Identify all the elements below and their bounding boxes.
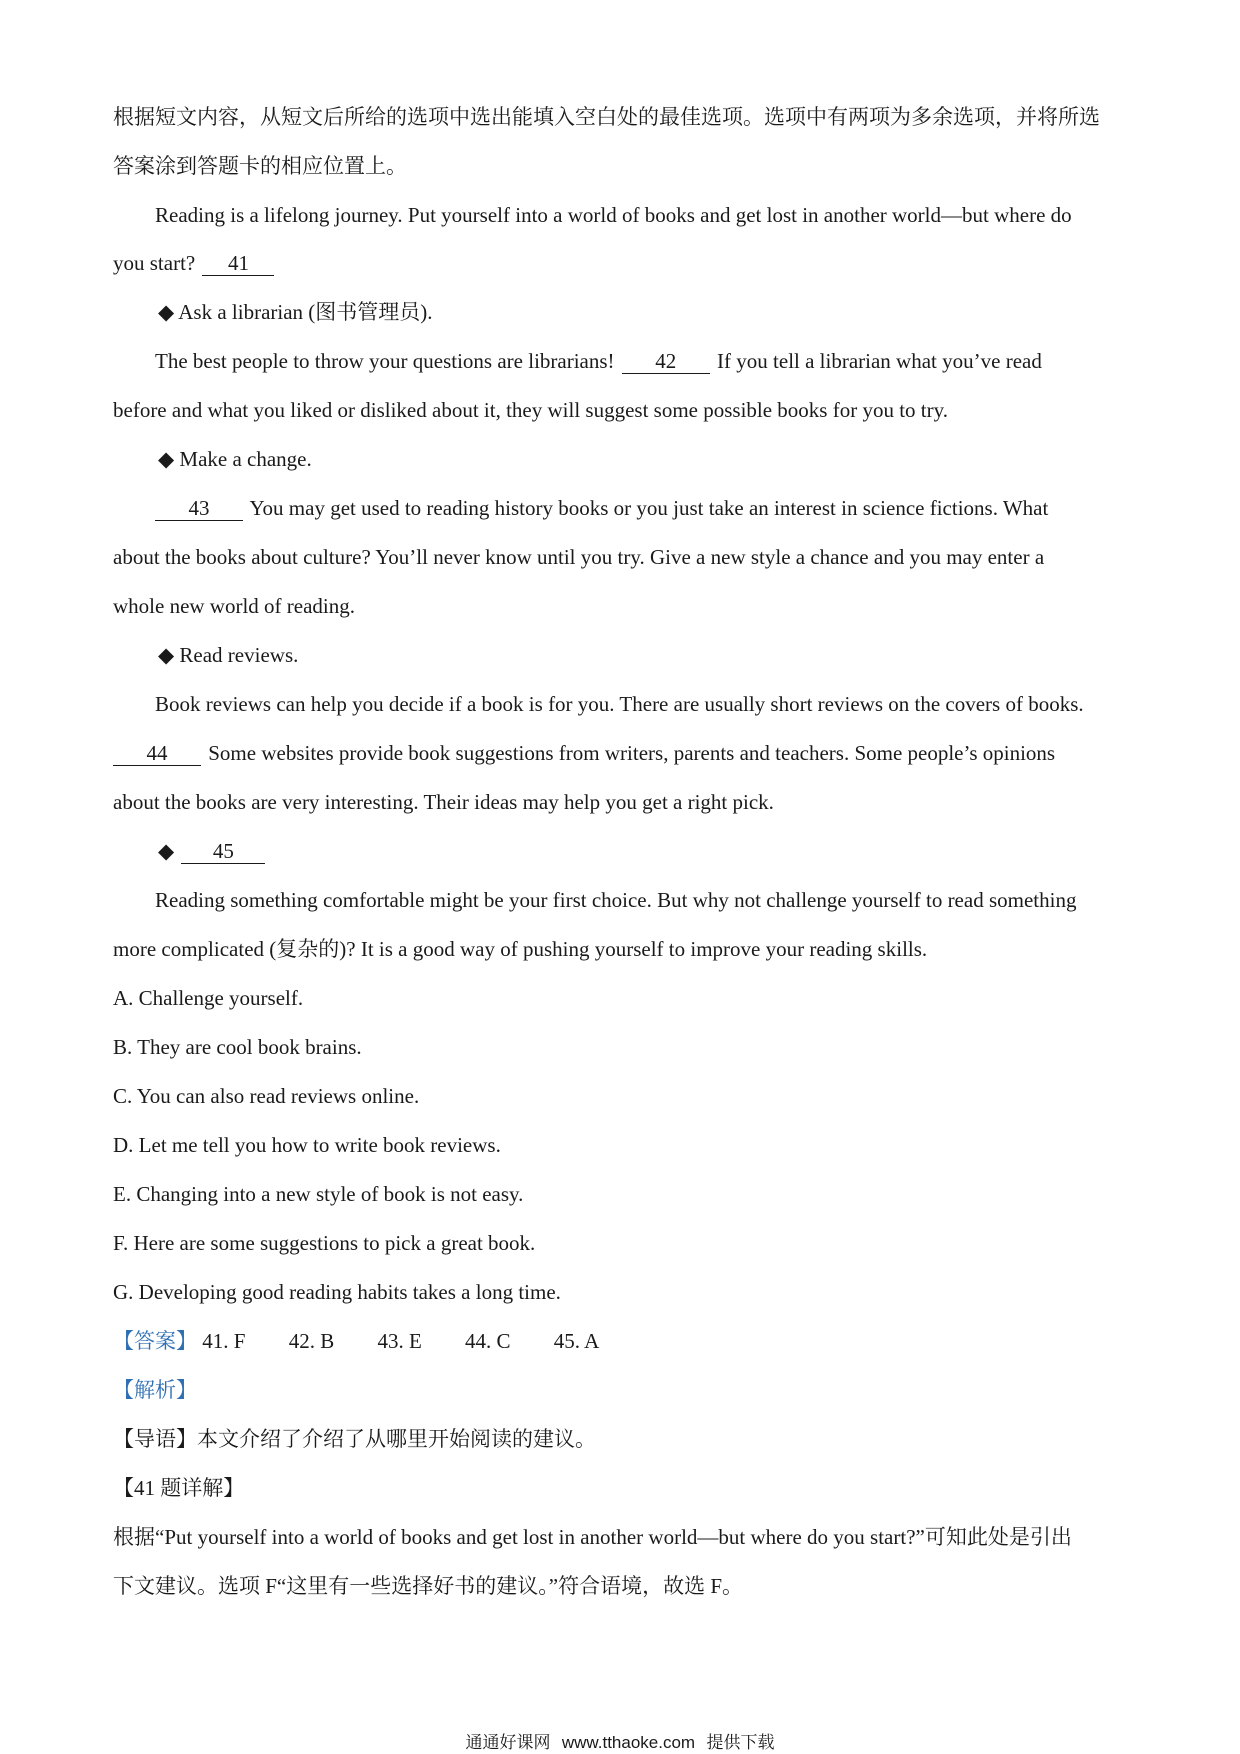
paragraph-2-line-1 <box>155 346 1042 376</box>
answer-41: 41. F <box>202 1329 246 1353</box>
diamond-icon: ◆ <box>158 643 175 667</box>
diamond-icon: ◆ <box>158 300 175 324</box>
answer-line <box>113 1326 637 1356</box>
blank-43: 43 <box>155 496 243 521</box>
tip-2-text: Make a change. <box>179 447 312 471</box>
option-g: G. Developing good reading habits takes a long time. <box>113 1280 561 1304</box>
paragraph-3-line-3: whole new world of reading. <box>113 594 356 618</box>
blank-45: 45 <box>181 839 265 864</box>
footer-site-name: 通通好课网 <box>465 1733 551 1753</box>
option-e: E. Changing into a new style of book is not easy. <box>113 1182 524 1206</box>
option-a: A. Challenge yourself. <box>113 986 304 1010</box>
tip-1-text: Ask a librarian (图书管理员). <box>178 300 433 324</box>
paragraph-1-line-1: Reading is a lifelong journey. Put yourself into a world of books and get lost in another world—but where do <box>155 203 1072 227</box>
tip-3-text: Read reviews. <box>179 643 299 667</box>
paragraph-3-text: You may get used to reading history books or you just take an interest in science fictions. What <box>249 496 1049 520</box>
paragraph-1-text: you start? <box>113 251 196 275</box>
option-b: B. They are cool book brains. <box>113 1035 362 1059</box>
instruction-line-2: 答案涂到答题卡的相应位置上。 <box>113 154 407 178</box>
answer-42: 42. B <box>288 1329 335 1353</box>
answer-45: 45. A <box>553 1329 600 1353</box>
paragraph-4-text: Some websites provide book suggestions from writers, parents and teachers. Some people’s opinions <box>208 741 1056 765</box>
paragraph-3-line-1 <box>155 493 1048 523</box>
page-footer <box>0 1728 1240 1753</box>
paragraph-1-line-2 <box>113 248 276 278</box>
tip-2 <box>158 444 312 474</box>
analysis-label: 【解析】 <box>113 1378 197 1402</box>
paragraph-5-line-1: Reading something comfortable might be your first choice. But why not challenge yourself to read something <box>155 888 1077 912</box>
q41-explanation-line-2: 下文建议。选项 F“这里有一些选择好书的建议。”符合语境，故选 F。 <box>113 1574 743 1598</box>
tip-4 <box>158 836 267 866</box>
option-c: C. You can also read reviews online. <box>113 1084 420 1108</box>
answer-label: 【答案】 <box>113 1329 197 1353</box>
diamond-icon: ◆ <box>158 839 175 863</box>
paragraph-3-line-2: about the books about culture? You’ll never know until you try. Give a new style a chance and you may enter a <box>113 545 1045 569</box>
answer-44: 44. C <box>465 1329 511 1353</box>
blank-42: 42 <box>622 349 710 374</box>
paragraph-2-text-post: If you tell a librarian what you’ve read <box>717 349 1042 373</box>
analysis-intro: 【导语】本文介绍了介绍了从哪里开始阅读的建议。 <box>113 1427 596 1451</box>
paragraph-4-line-3: about the books are very interesting. Their ideas may help you get a right pick. <box>113 790 774 814</box>
paragraph-2-line-2: before and what you liked or disliked about it, they will suggest some possible books for you to try. <box>113 398 949 422</box>
blank-44: 44 <box>113 741 201 766</box>
paragraph-4-line-1: Book reviews can help you decide if a book is for you. There are usually short reviews on the covers of books. <box>155 692 1084 716</box>
q41-explanation-line-1: 根据“Put yourself into a world of books and get lost in another world—but where do you start?”可知此处是引出 <box>113 1525 1072 1549</box>
option-f: F. Here are some suggestions to pick a great book. <box>113 1231 536 1255</box>
option-d: D. Let me tell you how to write book reviews. <box>113 1133 501 1157</box>
footer-download-text: 提供下载 <box>706 1733 775 1753</box>
paragraph-2-text-pre: The best people to throw your questions are librarians! <box>155 349 615 373</box>
answer-43: 43. E <box>377 1329 422 1353</box>
blank-41: 41 <box>202 251 274 276</box>
tip-3 <box>158 640 298 670</box>
q41-title: 【41 题详解】 <box>113 1476 245 1500</box>
diamond-icon: ◆ <box>158 447 175 471</box>
paragraph-4-line-2 <box>113 738 1055 768</box>
paragraph-5-line-2: more complicated (复杂的)? It is a good way of pushing yourself to improve your reading skills. <box>113 937 928 961</box>
instruction-line-1: 根据短文内容，从短文后所给的选项中选出能填入空白处的最佳选项。选项中有两项为多余选项，并将所选 <box>113 105 1100 129</box>
tip-1 <box>158 297 433 327</box>
footer-url[interactable]: www.tthaoke.com <box>561 1733 696 1752</box>
